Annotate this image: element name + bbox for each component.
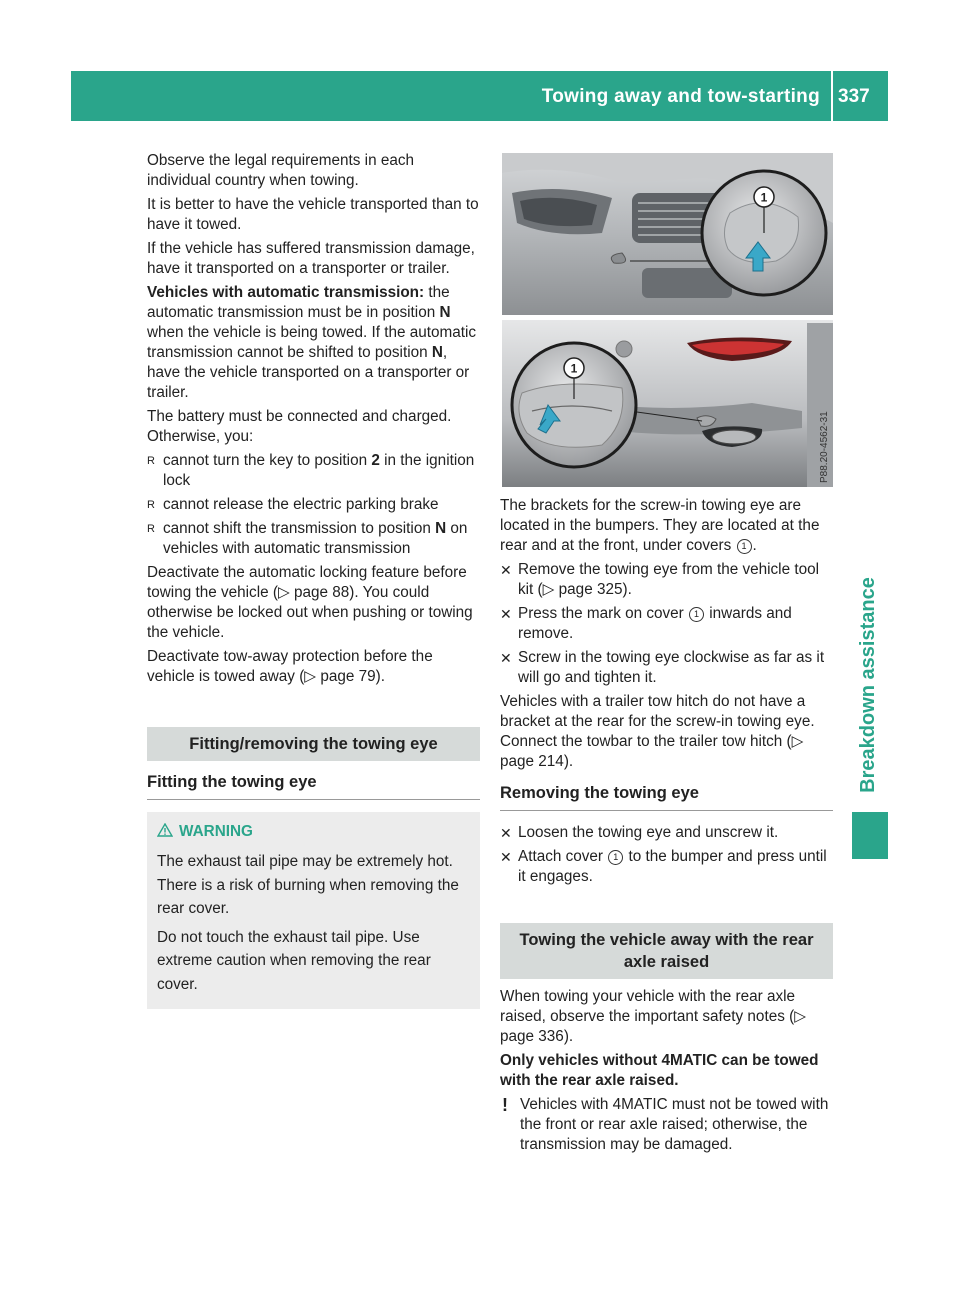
note-text: Vehicles with 4MATIC must not be towed with the front or rear axle raised; otherwise, the transmission may be damaged.	[520, 1096, 829, 1153]
page-reference-link[interactable]: page 88	[293, 584, 350, 601]
callout-marker: 1	[689, 607, 704, 622]
bold-lead: Vehicles with automatic transmission:	[147, 284, 425, 301]
section-heading: Towing the vehicle away with the rear axle raised	[500, 923, 833, 979]
text: ).	[563, 753, 574, 770]
warning-label: WARNING	[179, 823, 253, 840]
step-arrow-icon: ✕	[500, 562, 512, 578]
subsection-heading: Removing the towing eye	[500, 782, 833, 811]
page-reference-link[interactable]: page 214	[500, 753, 564, 770]
text: Remove the towing eye from the vehicle tool kit (	[518, 561, 819, 598]
svg-text:1: 1	[760, 190, 768, 205]
text: The brackets for the screw-in towing eye are located in the bumpers. They are located at the rear and at the front, under covers	[500, 497, 820, 554]
instruction-step	[500, 560, 833, 600]
warning-box	[147, 812, 480, 1009]
warning-header	[157, 822, 470, 842]
exclamation-icon: !	[502, 1095, 508, 1115]
text: , have the vehicle transported on a transporter or trailer.	[147, 344, 470, 401]
text: When towing your vehicle with the rear axle raised, observe the important safety notes (	[500, 988, 796, 1025]
page-ref-icon: ▷	[794, 1008, 806, 1025]
page-ref-icon: ▷	[791, 733, 804, 750]
step-arrow-icon: ✕	[500, 650, 512, 666]
paragraph	[147, 647, 480, 687]
paragraph	[500, 692, 833, 772]
header-divider	[831, 71, 833, 121]
list-item	[147, 495, 480, 515]
bullet-icon: R	[147, 523, 155, 535]
paragraph: Observe the legal requirements in each individual country when towing.	[147, 152, 414, 189]
text: the automatic transmission must be in position	[147, 284, 450, 321]
paragraph: If the vehicle has suffered transmission damage, have it transported on a transporter or trailer.	[147, 240, 475, 277]
text: on vehicles with automatic transmission	[163, 520, 468, 557]
page-title: Towing away and tow-starting	[541, 86, 820, 107]
text: Loosen the towing eye and unscrew it.	[518, 824, 779, 841]
list-item	[147, 451, 480, 491]
warning-text: Do not touch the exhaust tail pipe. Use extreme caution when removing the rear cover.	[157, 928, 431, 993]
page-reference-link[interactable]: page 325	[558, 581, 623, 598]
page-reference-link[interactable]: page 79	[320, 668, 376, 685]
text: Deactivate tow-away protection before the vehicle is towed away (	[147, 648, 433, 685]
text: .	[752, 537, 757, 554]
side-tab-label: Breakdown assistance	[857, 577, 879, 793]
warning-triangle-icon	[157, 823, 173, 837]
paragraph	[147, 563, 480, 643]
text: when the vehicle is being towed. If the automatic transmission cannot be shifted to position	[147, 324, 477, 361]
warning-text: The exhaust tail pipe may be extremely hot. There is a risk of burning when removing the rear cover.	[157, 853, 459, 917]
page-reference-link[interactable]: page 336	[500, 1028, 564, 1045]
towing-eye-figure	[502, 153, 833, 487]
text: ). You could otherwise be locked out when pushing or towing the vehicle.	[147, 584, 473, 641]
paragraph	[500, 987, 833, 1047]
side-marker	[852, 812, 888, 859]
step-arrow-icon: ✕	[500, 606, 512, 622]
text: Vehicles with a trailer tow hitch do not have a bracket at the rear for the screw-in towing eye. Connect the towbar to the trailer tow hitch (	[500, 693, 815, 750]
text: Screw in the towing eye clockwise as far as it will go and tighten it.	[518, 649, 825, 686]
paragraph: The battery must be connected and charged. Otherwise, you:	[147, 408, 452, 445]
text: ).	[622, 581, 632, 598]
callout-marker: 1	[608, 850, 623, 865]
instruction-step	[500, 847, 833, 887]
text: ).	[375, 668, 385, 685]
instruction-step	[500, 823, 833, 843]
page-number: 337	[838, 86, 870, 107]
callout-marker: 1	[737, 539, 752, 554]
instruction-step	[500, 604, 833, 644]
svg-text:1: 1	[570, 361, 578, 376]
list-item	[147, 519, 480, 559]
bullet-icon: R	[147, 499, 155, 511]
section-heading: Fitting/removing the towing eye	[147, 727, 480, 761]
text: in the ignition lock	[163, 452, 475, 489]
gear-position: N	[435, 520, 447, 537]
text: Press the mark on cover	[518, 605, 689, 622]
paragraph	[500, 496, 833, 556]
caution-note	[500, 1095, 833, 1155]
text: ).	[563, 1028, 574, 1045]
text: Attach cover	[518, 848, 608, 865]
gear-position: N	[431, 344, 443, 361]
figure-code: P88.20-4562-31	[819, 411, 830, 483]
paragraph	[147, 283, 480, 403]
text: inwards and remove.	[518, 605, 792, 642]
page-ref-icon: ▷	[304, 668, 321, 685]
gear-position: N	[439, 304, 451, 321]
key-position: 2	[371, 452, 380, 469]
text: cannot turn the key to position	[163, 452, 372, 469]
step-arrow-icon: ✕	[500, 825, 512, 841]
left-column	[147, 151, 480, 1009]
text: to the bumper and press until it engages.	[518, 848, 827, 885]
step-arrow-icon: ✕	[500, 849, 512, 865]
bullet-icon: R	[147, 455, 155, 467]
right-column	[500, 496, 833, 1155]
subsection-heading: Fitting the towing eye	[147, 771, 480, 800]
text: cannot release the electric parking brake	[163, 496, 439, 513]
text: cannot shift the transmission to position	[163, 520, 436, 537]
bold-paragraph: Only vehicles without 4MATIC can be towed with the rear axle raised.	[500, 1052, 819, 1089]
text: Deactivate the automatic locking feature before towing the vehicle (	[147, 564, 467, 601]
instruction-step	[500, 648, 833, 688]
page-ref-icon: ▷	[277, 584, 294, 601]
paragraph: It is better to have the vehicle transported than to have it towed.	[147, 196, 479, 233]
car-bumper-illustration	[502, 153, 833, 487]
page-ref-icon: ▷	[542, 581, 559, 598]
